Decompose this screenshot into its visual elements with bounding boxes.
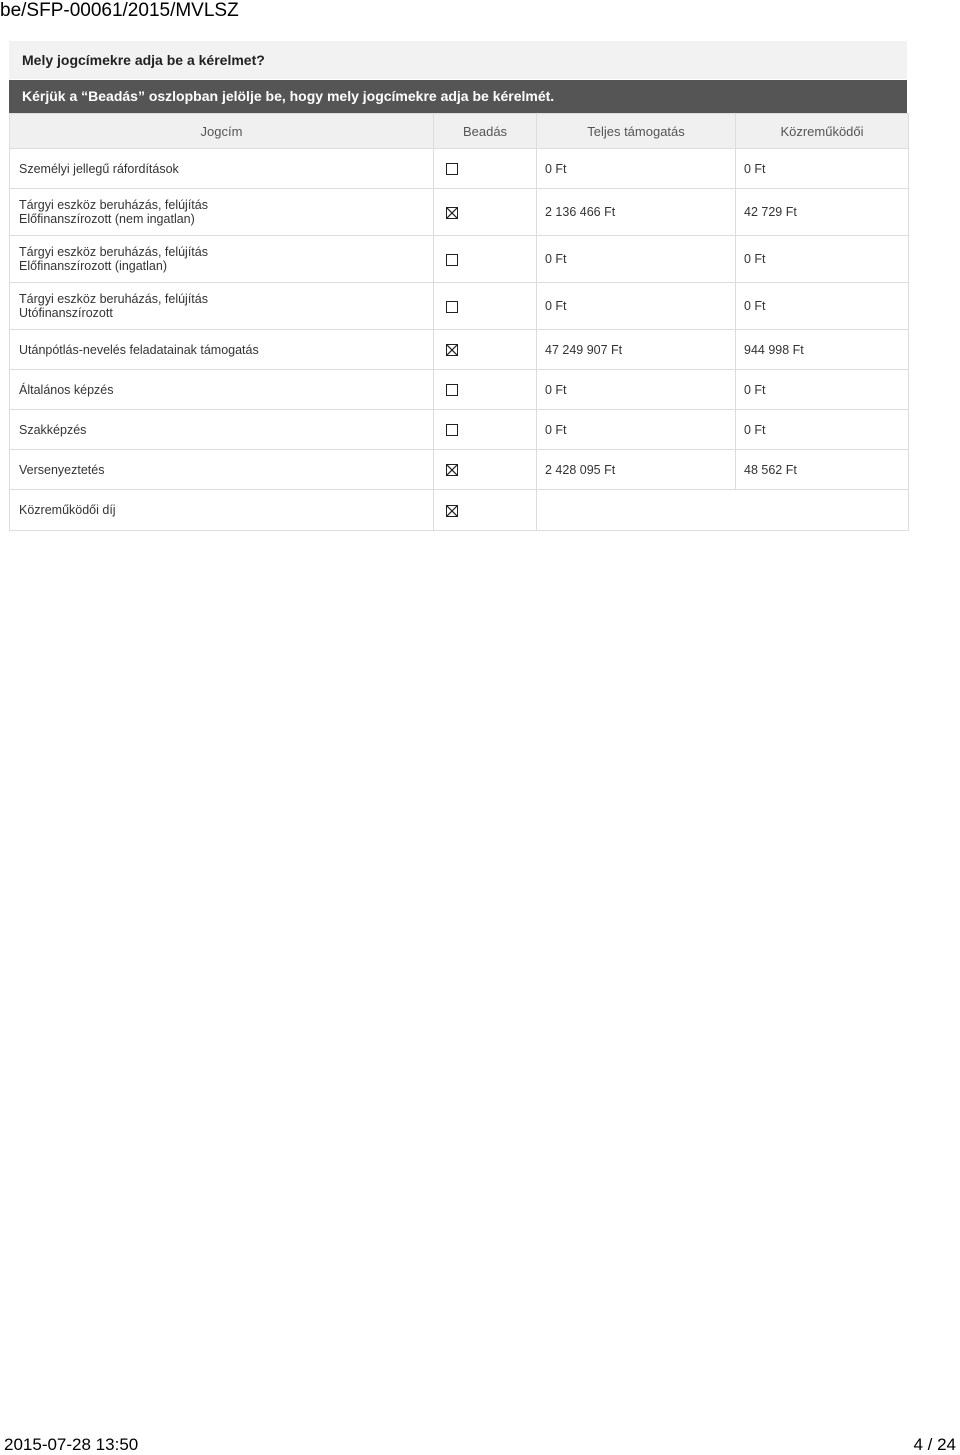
teljes-tamogatas-cell: 2 428 095 Ft [537, 450, 736, 490]
teljes-tamogatas-cell: 0 Ft [537, 149, 736, 189]
jogcim-subtitle: Előfinanszírozott (ingatlan) [19, 259, 167, 273]
teljes-tamogatas-cell: 0 Ft [537, 370, 736, 410]
jogcim-title: Tárgyi eszköz beruházás, felújítás [19, 198, 208, 212]
jogcim-title: Közreműködői díj [19, 503, 116, 517]
checkbox-checked-icon[interactable] [446, 344, 458, 356]
beadas-cell [434, 370, 537, 410]
teljes-tamogatas-cell: 47 249 907 Ft [537, 330, 736, 370]
empty-amount-cell [537, 490, 909, 531]
column-header-jogcim: Jogcím [10, 114, 434, 149]
teljes-tamogatas-cell: 0 Ft [537, 283, 736, 330]
teljes-tamogatas-cell: 2 136 466 Ft [537, 189, 736, 236]
table-row [10, 370, 909, 410]
table-row [10, 189, 909, 236]
beadas-cell [434, 450, 537, 490]
table-row [10, 149, 909, 189]
jogcim-cell [10, 330, 434, 370]
jogcim-title: Utánpótlás-nevelés feladatainak támogatás [19, 342, 259, 357]
jogcim-cell [10, 410, 434, 450]
jogcim-subtitle: Utófinanszírozott [19, 306, 113, 320]
claims-table [9, 113, 909, 531]
kozremukodoi-cell: 0 Ft [736, 149, 909, 189]
beadas-cell [434, 410, 537, 450]
jogcim-cell [10, 189, 434, 236]
jogcim-cell [10, 236, 434, 283]
jogcim-cell [10, 450, 434, 490]
jogcim-cell [10, 283, 434, 330]
checkbox-empty-icon[interactable] [446, 254, 458, 266]
beadas-cell [434, 149, 537, 189]
kozremukodoi-cell: 944 998 Ft [736, 330, 909, 370]
kozremukodoi-cell: 0 Ft [736, 283, 909, 330]
table-row [10, 330, 909, 370]
checkbox-empty-icon[interactable] [446, 384, 458, 396]
column-header-kozremukodoi: Közreműködői [736, 114, 909, 149]
section-question: Mely jogcímekre adja be a kérelmet? [9, 41, 907, 79]
footer-timestamp: 2015-07-28 13:50 [4, 1435, 139, 1454]
table-row [10, 490, 909, 531]
jogcim-title: Személyi jellegű ráfordítások [19, 161, 179, 176]
teljes-tamogatas-cell: 0 Ft [537, 410, 736, 450]
kozremukodoi-cell: 42 729 Ft [736, 189, 909, 236]
kozremukodoi-cell: 48 562 Ft [736, 450, 909, 490]
table-row [10, 283, 909, 330]
jogcim-title: Szakképzés [19, 422, 87, 437]
table-row [10, 410, 909, 450]
beadas-cell [434, 330, 537, 370]
section-instruction: Kérjük a “Beadás” oszlopban jelölje be, hogy mely jogcímekre adja be kérelmét. [9, 80, 907, 113]
jogcim-subtitle: Előfinanszírozott (nem ingatlan) [19, 212, 195, 226]
checkbox-checked-icon[interactable] [446, 464, 458, 476]
checkbox-checked-icon[interactable] [446, 207, 458, 219]
beadas-cell [434, 236, 537, 283]
column-header-teljes-tamogatas: Teljes támogatás [537, 114, 736, 149]
table-row [10, 450, 909, 490]
jogcim-cell [10, 490, 434, 531]
table-row [10, 236, 909, 283]
jogcim-title: Versenyeztetés [19, 462, 105, 477]
table-header-row [10, 114, 909, 149]
checkbox-checked-icon[interactable] [446, 505, 458, 517]
jogcim-cell [10, 370, 434, 410]
beadas-cell [434, 490, 537, 531]
jogcim-title: Tárgyi eszköz beruházás, felújítás [19, 245, 208, 259]
kozremukodoi-cell: 0 Ft [736, 370, 909, 410]
jogcim-title: Tárgyi eszköz beruházás, felújítás [19, 292, 208, 306]
column-header-beadas: Beadás [434, 114, 537, 149]
checkbox-empty-icon[interactable] [446, 163, 458, 175]
beadas-cell [434, 189, 537, 236]
kozremukodoi-cell: 0 Ft [736, 236, 909, 283]
document-id: be/SFP-00061/2015/MVLSZ [0, 0, 239, 21]
checkbox-empty-icon[interactable] [446, 301, 458, 313]
teljes-tamogatas-cell: 0 Ft [537, 236, 736, 283]
checkbox-empty-icon[interactable] [446, 424, 458, 436]
page-number: 4 / 24 [913, 1435, 956, 1454]
beadas-cell [434, 283, 537, 330]
kozremukodoi-cell: 0 Ft [736, 410, 909, 450]
jogcim-title: Általános képzés [19, 382, 114, 397]
jogcim-cell [10, 149, 434, 189]
